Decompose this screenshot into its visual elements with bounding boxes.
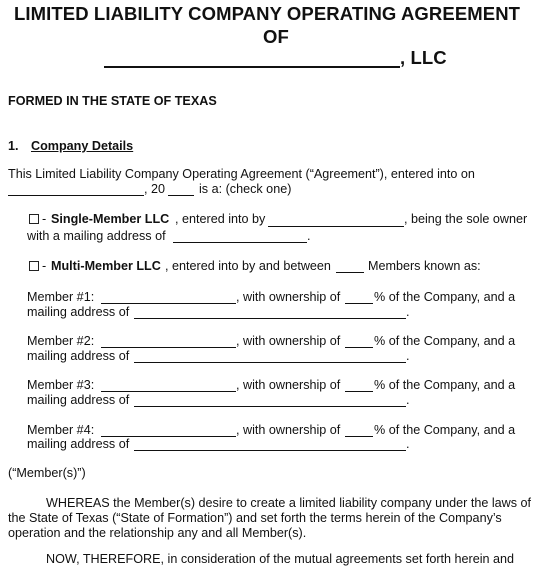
member-4-ownership-text: , with ownership of	[236, 423, 341, 437]
member-4-period: .	[406, 437, 410, 451]
single-member-period: .	[307, 229, 311, 243]
member-count-field[interactable]	[336, 272, 364, 273]
multi-member-checkbox[interactable]	[29, 261, 39, 271]
multi-member-known-as: Members known as:	[368, 259, 481, 273]
now-therefore-line: NOW, THEREFORE, in consideration of the mutual agreements set forth herein and	[46, 552, 515, 566]
member-1-percent-text: % of the Company, and a	[374, 290, 516, 304]
member-4-label: Member #4:	[27, 423, 95, 437]
single-member-owner-text: , being the sole owner	[404, 212, 528, 226]
member-3-name-field[interactable]	[101, 391, 236, 392]
multi-member-label: Multi-Member LLC	[51, 259, 161, 273]
section-number: 1.	[8, 139, 19, 153]
single-member-checkbox[interactable]	[29, 214, 39, 224]
sole-owner-address-field[interactable]	[173, 242, 307, 243]
member-1-name-field[interactable]	[101, 303, 236, 304]
intro-year-prefix: , 20	[144, 182, 166, 196]
member-3-percent-field[interactable]	[345, 391, 373, 392]
effective-year-field[interactable]	[168, 195, 194, 196]
document-title-of: OF	[263, 26, 289, 47]
llc-suffix: , LLC	[400, 47, 447, 68]
member-3-address-field[interactable]	[134, 406, 406, 407]
member-1-label: Member #1:	[27, 290, 95, 304]
member-1-ownership-text: , with ownership of	[236, 290, 341, 304]
member-2-label: Member #2:	[27, 334, 95, 348]
intro-text: This Limited Liability Company Operating Agreement (“Agreement”), entered into on	[8, 167, 475, 181]
whereas-line-3: operation and the relationship any and all Member(s).	[8, 526, 307, 540]
member-3-ownership-text: , with ownership of	[236, 378, 341, 392]
member-2-ownership-text: , with ownership of	[236, 334, 341, 348]
single-member-mailing-label: with a mailing address of	[27, 229, 166, 243]
member-2-mailing-label: mailing address of	[27, 349, 130, 363]
member-4-percent-text: % of the Company, and a	[374, 423, 516, 437]
member-2-percent-text: % of the Company, and a	[374, 334, 516, 348]
member-4-percent-field[interactable]	[345, 436, 373, 437]
member-4-address-field[interactable]	[134, 450, 406, 451]
multi-member-dash: -	[42, 259, 47, 273]
multi-member-text: , entered into by and between	[165, 259, 331, 273]
company-name-field[interactable]	[104, 66, 400, 68]
member-1-period: .	[406, 305, 410, 319]
single-member-label: Single-Member LLC	[51, 212, 170, 226]
formed-in-heading: FORMED IN THE STATE OF TEXAS	[8, 94, 217, 108]
member-2-name-field[interactable]	[101, 347, 236, 348]
member-3-percent-text: % of the Company, and a	[374, 378, 516, 392]
effective-date-field[interactable]	[8, 195, 144, 196]
members-definition: (“Member(s)”)	[8, 466, 86, 480]
intro-check-one: is a: (check one)	[199, 182, 292, 196]
member-3-label: Member #3:	[27, 378, 95, 392]
member-2-percent-field[interactable]	[345, 347, 373, 348]
member-2-address-field[interactable]	[134, 362, 406, 363]
member-2-period: .	[406, 349, 410, 363]
single-member-text: , entered into by	[175, 212, 266, 226]
member-3-mailing-label: mailing address of	[27, 393, 130, 407]
member-3-period: .	[406, 393, 410, 407]
member-4-mailing-label: mailing address of	[27, 437, 130, 451]
whereas-line-2: the State of Texas (“State of Formation”) and set forth the terms herein of the Company’s	[8, 511, 502, 525]
whereas-line-1: WHEREAS the Member(s) desire to create a limited liability company under the laws of	[46, 496, 532, 510]
document-title: LIMITED LIABILITY COMPANY OPERATING AGREEMENT	[14, 3, 521, 24]
member-1-address-field[interactable]	[134, 318, 406, 319]
section-heading: Company Details	[31, 139, 134, 153]
single-member-dash: -	[42, 212, 47, 226]
member-1-mailing-label: mailing address of	[27, 305, 130, 319]
member-1-percent-field[interactable]	[345, 303, 373, 304]
sole-owner-name-field[interactable]	[268, 226, 404, 227]
